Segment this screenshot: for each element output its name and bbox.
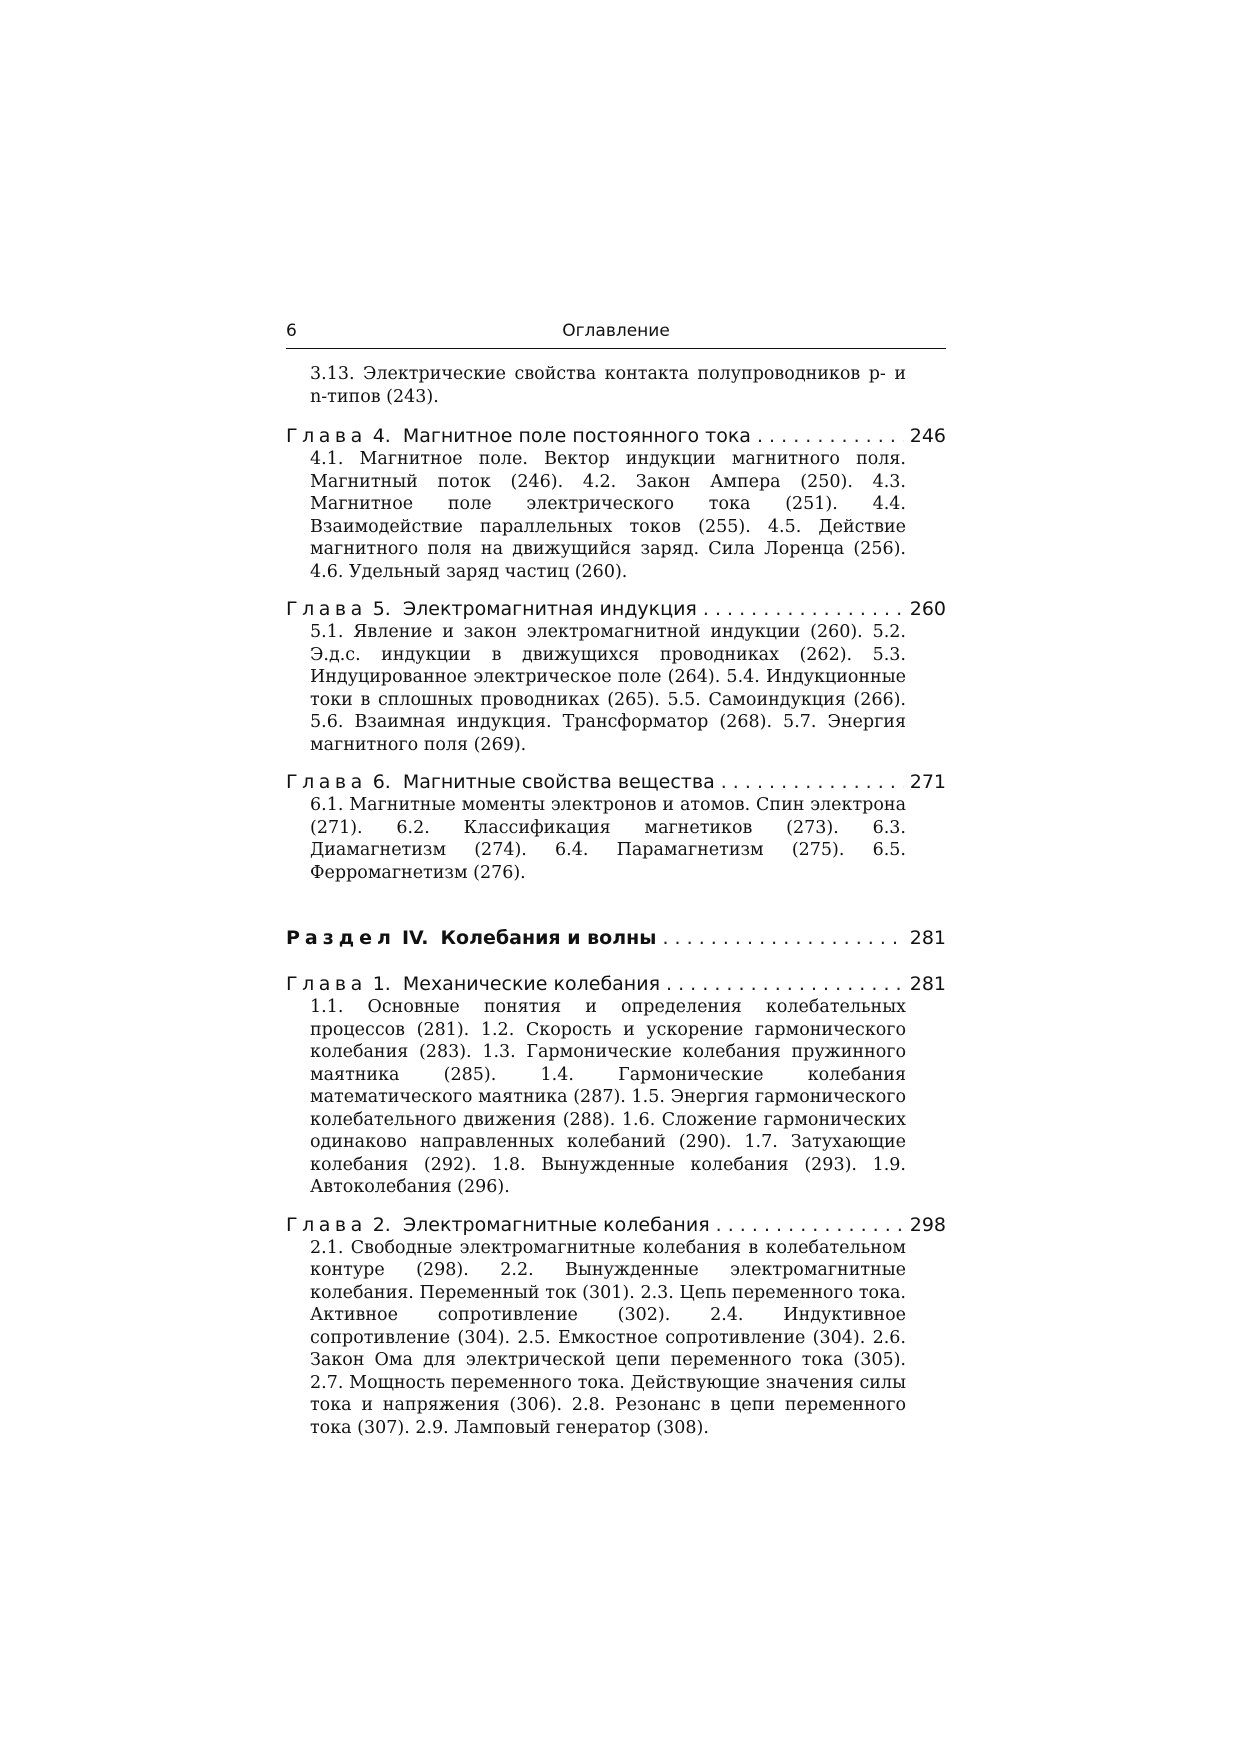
entry-page: 298 (909, 1213, 946, 1236)
toc-entry-part-4[interactable] (286, 926, 946, 950)
dot-leader (666, 972, 904, 996)
entry-label: Глава (286, 973, 367, 995)
toc-entry-chapter-4[interactable] (286, 424, 946, 583)
entry-page: 246 (909, 425, 946, 447)
dot-leader (703, 597, 904, 621)
toc-page (286, 318, 946, 1439)
toc-entry-chapter-5[interactable] (286, 597, 946, 756)
toc-entry-chapter-2[interactable] (286, 1213, 946, 1440)
dot-leader (716, 1213, 904, 1237)
toc-part-heading[interactable] (286, 926, 946, 950)
entry-sections: 2.1. Свободные электромагнитные колебания в колебательном контуре (298). 2.2. Вынужденные электромагнитные колебания. Переменный ток (301). 2.3. Цепь переменного тока. Активное сопротивление (302). 2.4. Индуктивное сопротивление (304). 2.5. Емкостное сопротивление (304). 2.6. Закон Ома для электрической цепи переменного тока (305). 2.7. Мощность переменного тока. Действующие значения силы тока и напряжения (306). 2.8. Резонанс в цепи переменного тока (307). 2.9. Ламповый генератор (308). (310, 1237, 906, 1438)
entry-title: Магнитные свойства вещества (402, 771, 715, 793)
running-header (286, 318, 946, 349)
continuation-text: 3.13. Электрические свойства контакта полупроводников p- и n-типов (243). (310, 364, 906, 407)
entry-sections: 6.1. Магнитные моменты электронов и атомов. Спин электрона (271). 6.2. Классификация магнетиков (273). 6.3. Диамагнетизм (274). 6.4. Парамагнетизм (275). 6.5. Ферромагнетизм (276). (310, 795, 906, 883)
entry-number: IV. (401, 927, 429, 949)
entry-title: Магнитное поле постоянного тока (402, 425, 751, 447)
page-number: 6 (286, 321, 297, 341)
entry-number: 6. (372, 771, 391, 793)
entry-page: 281 (909, 927, 946, 949)
entry-number: 5. (372, 598, 391, 620)
toc-entry-chapter-6[interactable] (286, 770, 946, 884)
toc-heading[interactable] (286, 770, 946, 794)
entry-label: Раздел (286, 927, 396, 949)
toc-heading[interactable] (286, 597, 946, 621)
entry-page: 260 (909, 598, 946, 620)
entry-sections: 4.1. Магнитное поле. Вектор индукции магнитного поля. Магнитный поток (246). 4.2. Закон Ампера (250). 4.3. Магнитное поле электрического тока (251). 4.4. Взаимодействие параллельных токов (255). 4.5. Действие магнитного поля на движущийся заряд. Сила Лоренца (256). 4.6. Удельный заряд частиц (260). (310, 449, 906, 582)
running-header-title: Оглавление (562, 321, 670, 341)
entry-number: 4. (372, 425, 391, 447)
entry-number: 1. (372, 973, 391, 995)
entry-label: Глава (286, 771, 367, 793)
toc-entries (286, 349, 946, 1439)
toc-entry-chapter-1[interactable] (286, 972, 946, 1199)
entry-label: Глава (286, 425, 367, 447)
entry-label: Глава (286, 1213, 367, 1236)
entry-sections: 5.1. Явление и закон электромагнитной индукции (260). 5.2. Э.д.с. индукции в движущихся проводниках (262). 5.3. Индуцированное электрическое поле (264). 5.4. Индукционные токи в сплошных проводниках (265). 5.5. Самоиндукция (266). 5.6. Взаимная индукция. Трансформатор (268). 5.7. Энергия магнитного поля (269). (310, 622, 906, 755)
entry-title: Механические колебания (402, 973, 661, 995)
toc-heading[interactable] (286, 972, 946, 996)
entry-page: 271 (909, 771, 946, 793)
dot-leader (662, 926, 903, 950)
entry-sections: 1.1. Основные понятия и определения колебательных процессов (281). 1.2. Скорость и ускорение гармонического колебания (283). 1.3. Гармонические колебания пружинного маятника (285). 1.4. Гармонические колебания математического маятника (287). 1.5. Энергия гармонического колебательного движения (288). 1.6. Сложение гармонических одинаково направленных колебаний (290). 1.7. Затухающие колебания (292). 1.8. Вынужденные колебания (293). 1.9. Автоколебания (296). (310, 997, 906, 1197)
entry-title: Электромагнитная индукция (402, 598, 697, 620)
entry-label: Глава (286, 598, 367, 620)
toc-heading[interactable] (286, 424, 946, 448)
dot-leader (757, 424, 904, 448)
entry-title: Колебания и волны (440, 927, 657, 949)
entry-page: 281 (909, 973, 946, 995)
toc-heading[interactable] (286, 1213, 946, 1237)
dot-leader (721, 770, 904, 794)
entry-number: 2. (372, 1213, 391, 1236)
entry-title: Электромагнитные колебания (402, 1213, 710, 1236)
